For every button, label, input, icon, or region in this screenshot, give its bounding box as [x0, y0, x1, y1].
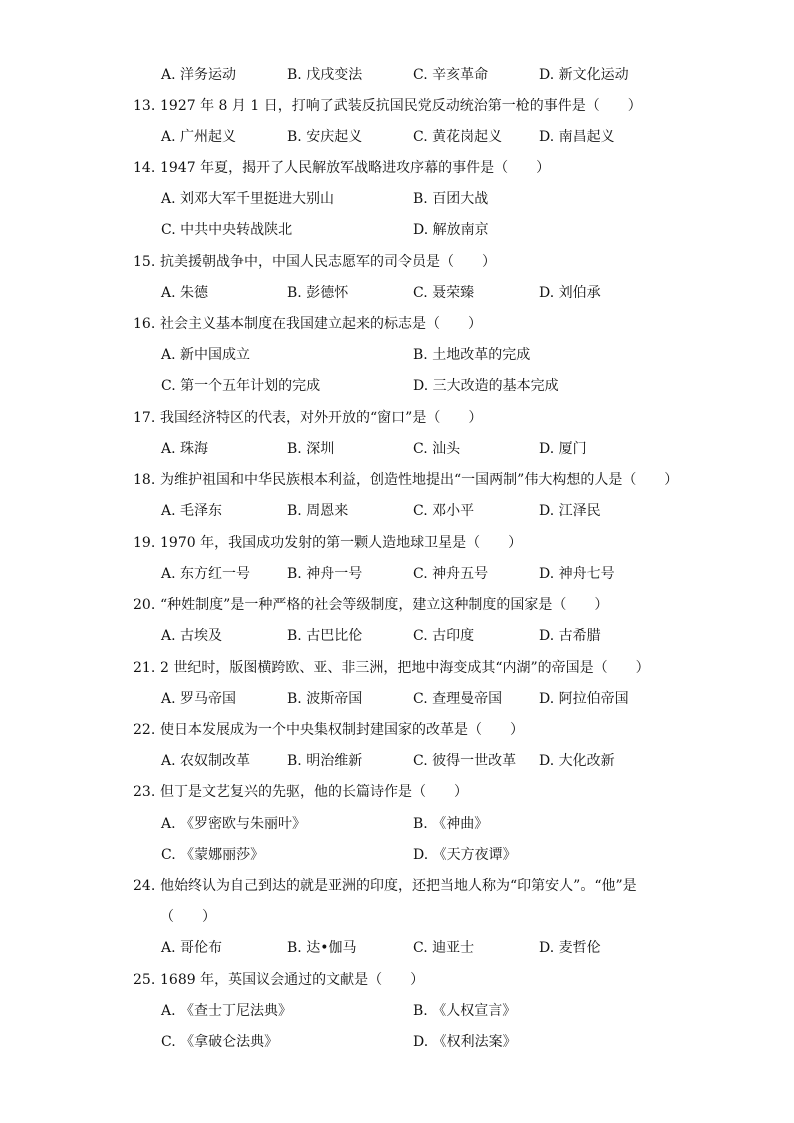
q25-options-row-2 — [0, 1027, 794, 1058]
q23-stem-row — [0, 777, 794, 808]
question-stem: “种姓制度”是一种严格的社会等级制度，建立这种制度的国家是（ ） — [160, 597, 609, 613]
q12-option-d: D. 新文化运动 — [539, 67, 629, 83]
option-a: A. 朱德 — [161, 285, 209, 301]
option-b: B. 明治维新 — [287, 753, 363, 769]
option-c: C. 查理曼帝国 — [413, 691, 503, 707]
q24-stem-continued-row — [0, 902, 794, 933]
option-b: B. 神舟一号 — [287, 566, 363, 582]
option-a: A. 罗马帝国 — [161, 691, 237, 707]
option-d: D. 古希腊 — [539, 628, 601, 644]
q25-options-row-1 — [0, 996, 794, 1027]
option-c: C. 聂荣臻 — [413, 285, 475, 301]
option-d: D. 解放南京 — [413, 222, 489, 238]
option-c: C. 黄花岗起义 — [413, 129, 503, 145]
q20-options-row — [0, 621, 794, 652]
q22-options-row — [0, 746, 794, 777]
option-a: A. 新中国成立 — [161, 347, 251, 363]
option-d: D. 大化改新 — [539, 753, 615, 769]
option-c: C. 第一个五年计划的完成 — [161, 378, 321, 394]
question-number: 20. — [133, 597, 156, 613]
option-b: B. 古巴比伦 — [287, 628, 363, 644]
question-number: 22. — [133, 722, 156, 738]
q18-stem-row — [0, 465, 794, 496]
option-a: A. 《查士丁尼法典》 — [161, 1003, 293, 1019]
q21-stem-row — [0, 653, 794, 684]
q25-stem-row — [0, 965, 794, 996]
option-b: B. 百团大战 — [413, 191, 489, 207]
option-c: C. 迪亚士 — [413, 940, 475, 956]
option-a: A. 《罗密欧与朱丽叶》 — [161, 816, 307, 832]
question-number: 15. — [133, 254, 156, 270]
question-number: 17. — [133, 410, 156, 426]
option-d: D. 阿拉伯帝国 — [539, 691, 629, 707]
question-number: 16. — [133, 316, 156, 332]
q19-options-row — [0, 559, 794, 590]
question-stem: 1927 年 8 月 1 日，打响了武装反抗国民党反动统治第一枪的事件是（ ） — [160, 98, 642, 114]
option-a: A. 哥伦布 — [161, 940, 223, 956]
option-c: C. 中共中央转战陕北 — [161, 222, 293, 238]
question-stem: 1689 年，英国议会通过的文献是（ ） — [160, 972, 425, 988]
question-number: 18. — [133, 472, 156, 488]
option-c: C. 《蒙娜丽莎》 — [161, 847, 265, 863]
q18-options-row — [0, 496, 794, 527]
q13-options-row — [0, 122, 794, 153]
q15-stem-row — [0, 247, 794, 278]
option-b: B. 安庆起义 — [287, 129, 363, 145]
question-number: 14. — [133, 160, 156, 176]
question-stem: 为维护祖国和中华民族根本利益，创造性地提出“一国两制”伟大构想的人是（ ） — [160, 472, 679, 488]
option-c: C. 古印度 — [413, 628, 475, 644]
q22-stem-row — [0, 715, 794, 746]
q17-options-row — [0, 434, 794, 465]
option-d: D. 三大改造的基本完成 — [413, 378, 559, 394]
question-number: 23. — [133, 784, 156, 800]
option-a: A. 古埃及 — [161, 628, 223, 644]
option-b: B. 《神曲》 — [413, 816, 489, 832]
question-number: 21. — [133, 660, 156, 676]
option-b: B. 《人权宣言》 — [413, 1003, 517, 1019]
option-d: D. 刘伯承 — [539, 285, 601, 301]
option-b: B. 彭德怀 — [287, 285, 349, 301]
q12-options-row — [0, 60, 794, 91]
question-stem: 但丁是文艺复兴的先驱，他的长篇诗作是（ ） — [160, 784, 468, 800]
q24-stem-row — [0, 871, 794, 902]
q13-stem-row — [0, 91, 794, 122]
option-d: D. 南昌起义 — [539, 129, 615, 145]
q17-stem-row — [0, 403, 794, 434]
question-stem: 他始终认为自己到达的就是亚洲的印度，还把当地人称为“印第安人”。“他”是 — [160, 878, 637, 894]
q24-options-row — [0, 933, 794, 964]
question-stem: 1970 年，我国成功发射的第一颗人造地球卫星是（ ） — [160, 535, 523, 551]
question-number: 19. — [133, 535, 156, 551]
question-stem: 2 世纪时，版图横跨欧、亚、非三洲，把地中海变成其“内湖”的帝国是（ ） — [160, 660, 650, 676]
q23-options-row-1 — [0, 809, 794, 840]
q14-options-row-1 — [0, 184, 794, 215]
option-a: A. 毛泽东 — [161, 503, 223, 519]
option-c: C. 汕头 — [413, 441, 461, 457]
option-a: A. 珠海 — [161, 441, 209, 457]
option-a: A. 刘邓大军千里挺进大别山 — [161, 191, 335, 207]
q20-stem-row — [0, 590, 794, 621]
q12-option-c: C. 辛亥革命 — [413, 67, 489, 83]
q21-options-row — [0, 684, 794, 715]
q16-options-row-2 — [0, 371, 794, 402]
q16-options-row-1 — [0, 340, 794, 371]
option-d: D. 神舟七号 — [539, 566, 615, 582]
q16-stem-row — [0, 309, 794, 340]
option-d: D. 厦门 — [539, 441, 587, 457]
q14-stem-row — [0, 153, 794, 184]
question-stem-continued: （ ） — [160, 909, 216, 925]
question-stem: 我国经济特区的代表，对外开放的“窗口”是（ ） — [160, 410, 483, 426]
question-stem: 使日本发展成为一个中央集权制封建国家的改革是（ ） — [160, 722, 524, 738]
option-c: C. 邓小平 — [413, 503, 475, 519]
option-b: B. 周恩来 — [287, 503, 349, 519]
option-b: B. 达•伽马 — [287, 940, 357, 956]
option-b: B. 波斯帝国 — [287, 691, 363, 707]
option-c: C. 《拿破仑法典》 — [161, 1034, 279, 1050]
option-d: D. 江泽民 — [539, 503, 601, 519]
q14-options-row-2 — [0, 215, 794, 246]
option-c: C. 彼得一世改革 — [413, 753, 517, 769]
option-a: A. 农奴制改革 — [161, 753, 251, 769]
q12-option-b: B. 戊戌变法 — [287, 67, 363, 83]
question-number: 13. — [133, 98, 156, 114]
option-a: A. 东方红一号 — [161, 566, 251, 582]
option-c: C. 神舟五号 — [413, 566, 489, 582]
option-a: A. 广州起义 — [161, 129, 237, 145]
question-stem: 社会主义基本制度在我国建立起来的标志是（ ） — [160, 316, 482, 332]
q23-options-row-2 — [0, 840, 794, 871]
option-d: D. 《天方夜谭》 — [413, 847, 517, 863]
question-number: 25. — [133, 972, 156, 988]
q15-options-row — [0, 278, 794, 309]
option-d: D. 《权利法案》 — [413, 1034, 517, 1050]
question-stem: 抗美援朝战争中，中国人民志愿军的司令员是（ ） — [160, 254, 496, 270]
option-b: B. 土地改革的完成 — [413, 347, 531, 363]
option-b: B. 深圳 — [287, 441, 335, 457]
q12-option-a: A. 洋务运动 — [161, 67, 237, 83]
option-d: D. 麦哲伦 — [539, 940, 601, 956]
question-number: 24. — [133, 878, 156, 894]
q19-stem-row — [0, 528, 794, 559]
question-stem: 1947 年夏，揭开了人民解放军战略进攻序幕的事件是（ ） — [160, 160, 551, 176]
